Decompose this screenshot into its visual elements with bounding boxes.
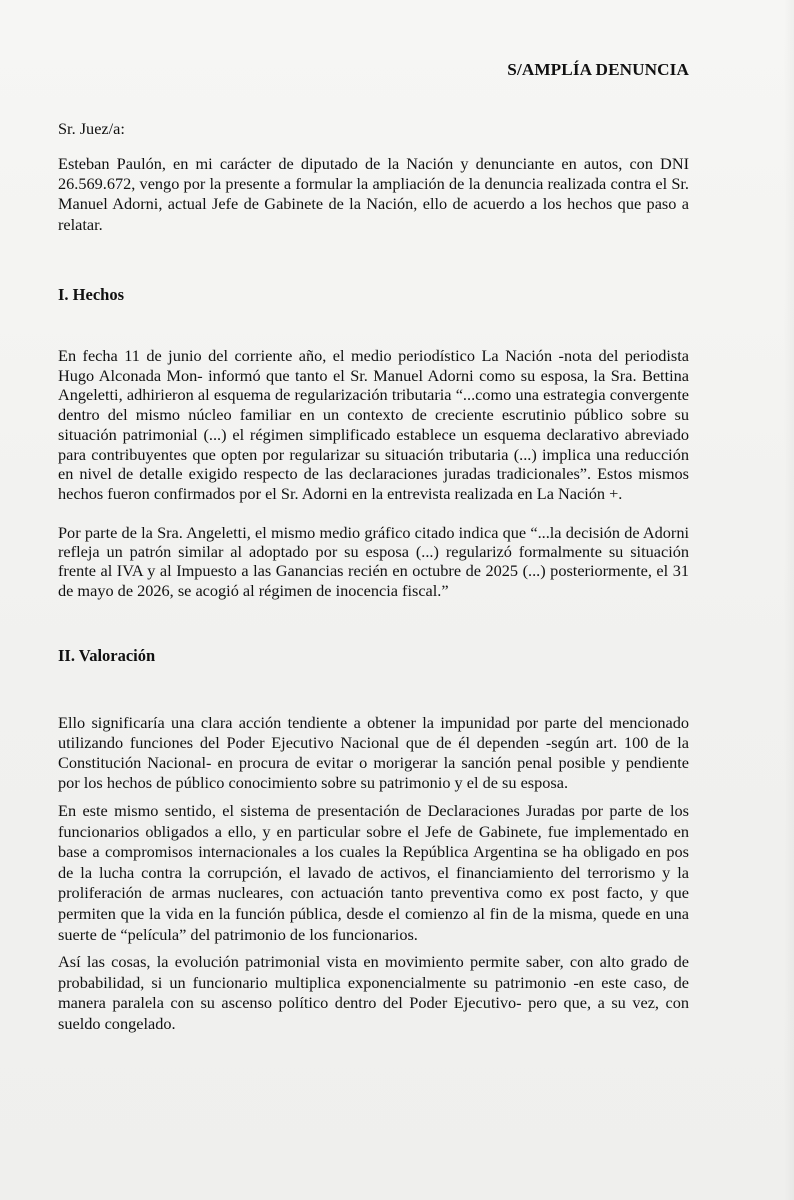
salutation: Sr. Juez/a: bbox=[58, 119, 125, 138]
valoracion-paragraph-3: Así las cosas, la evolución patrimonial vista en movimiento permite saber, con alto grado de probabilidad, si un funcionario multiplica exponencialmente su patrimonio -en este caso, de manera paralela con su ascenso político dentro del Poder Ejecutivo- pero que, a su vez, con sueldo congelado. bbox=[58, 952, 689, 1033]
hechos-paragraph-1: En fecha 11 de junio del corriente año, el medio periodístico La Nación -nota del periodista Hugo Alconada Mon- informó que tanto el Sr. Manuel Adorni como su esposa, la Sra. Bettina Angeletti, adhirieron al esquema de regularización tributaria “...como una estrategia convergente dentro del mismo núcleo familiar en un contexto de creciente escrutinio público sobre su situación patrimonial (...) el régimen simplificado establece un esquema declarativo abreviado para contribuyentes que opten por regularizar su situación tributaria (...) implica una reducción en nivel de detalle exigido respecto de las declaraciones juradas tradicionales”. Estos mismos hechos fueron confirmados por el Sr. Adorni en la entrevista realizada en La Nación +. bbox=[58, 346, 689, 503]
hechos-paragraph-2: Por parte de la Sra. Angeletti, el mismo medio gráfico citado indica que “...la decisión de Adorni refleja un patrón similar al adoptado por su esposa (...) regularizó formalmente su situación frente al IVA y al Impuesto a las Ganancias recién en octubre de 2025 (...) posteriormente, el 31 de mayo de 2026, se acogió al régimen de inocencia fiscal.” bbox=[58, 523, 689, 600]
valoracion-paragraph-2: En este mismo sentido, el sistema de presentación de Declaraciones Juradas por parte de los funcionarios obligados a ello, y en particular sobre el Jefe de Gabinete, fue implementado en base a compromisos internacionales a los cuales la República Argentina se ha obligado en pos de la lucha contra la corrupción, el lavado de activos, el financiamiento del terrorismo y la proliferación de armas nucleares, con actuación tanto preventiva como ex post facto, y que permiten que la vida en la función pública, desde el comienzo al fin de la misma, quede en una suerte de “película” del patrimonio de los funcionarios. bbox=[58, 801, 689, 944]
valoracion-paragraph-1: Ello significaría una clara acción tendiente a obtener la impunidad por parte del mencionado utilizando funciones del Poder Ejecutivo Nacional que de él dependen -según art. 100 de la Constitución Nacional- en procura de evitar o morigerar la sanción penal posible y pendiente por los hechos de público conocimiento sobre su patrimonio y el de su esposa. bbox=[58, 713, 689, 792]
section-heading-hechos: I. Hechos bbox=[58, 285, 124, 304]
page-edge-shadow bbox=[784, 0, 794, 1200]
section-heading-valoracion: II. Valoración bbox=[58, 646, 156, 665]
intro-paragraph: Esteban Paulón, en mi carácter de diputado de la Nación y denunciante en autos, con DNI 26.569.672, vengo por la presente a formular la ampliación de la denuncia realizada contra el Sr. Manuel Adorni, actual Jefe de Gabinete de la Nación, ello de acuerdo a los hechos que paso a relatar. bbox=[58, 154, 689, 234]
document-title: S/AMPLÍA DENUNCIA bbox=[507, 60, 689, 79]
